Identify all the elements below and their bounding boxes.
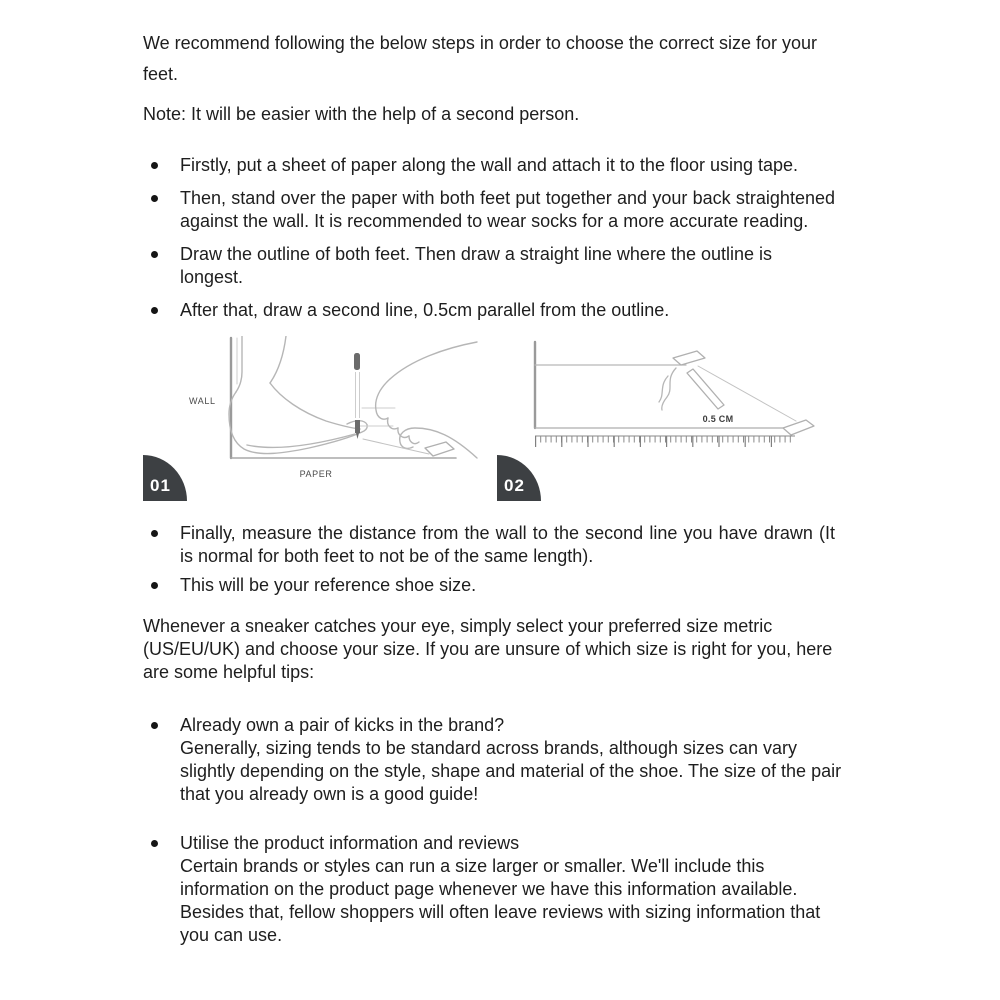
intro-paragraph: We recommend following the below steps in order to choose the correct size for your feet.	[143, 33, 817, 84]
measure-diagonal	[363, 439, 429, 454]
list-item	[143, 714, 848, 806]
figure-measure-distance	[490, 336, 870, 503]
list-item	[143, 299, 835, 322]
list-item	[143, 574, 835, 597]
measurement-steps-list	[143, 154, 870, 322]
note-text: Note: It will be easier with the help of a second person.	[143, 104, 580, 124]
hand-outline	[376, 342, 477, 458]
list-item	[143, 522, 835, 568]
list-item	[143, 187, 835, 233]
tip-title: Utilise the product information and reviews	[180, 833, 520, 853]
result-steps-list	[143, 522, 870, 597]
toe-outline-curve	[659, 368, 676, 410]
tape-icon	[673, 351, 705, 365]
tip-body: Generally, sizing tends to be standard across brands, although sizes can vary slightly depending on the style, shape and material of the shoe. The size of the pair that you already own is a good guide!	[180, 738, 842, 804]
step-text: Finally, measure the distance from the wall to the second line you have drawn (It is normal for both feet to not be of the same length).	[180, 523, 835, 566]
wall-label: WALL	[189, 396, 216, 406]
ruler-measuring-illustration	[490, 336, 870, 498]
pencil-icon	[354, 353, 360, 439]
step-text: This will be your reference shoe size.	[180, 575, 477, 595]
gap-label: 0.5 CM	[702, 414, 734, 424]
list-item	[143, 832, 848, 947]
list-item	[143, 243, 835, 289]
step-badge-02: 02	[497, 455, 541, 501]
figure-draw-outline	[143, 336, 478, 503]
foot-measuring-illustration	[143, 336, 478, 498]
foot-outline	[229, 336, 367, 454]
ruler-icon	[535, 436, 795, 442]
list-item	[143, 154, 835, 177]
step-text: Draw the outline of both feet. Then draw a straight line where the outline is longest.	[180, 244, 773, 287]
tape-icon	[783, 420, 814, 435]
tip-title: Already own a pair of kicks in the brand?	[180, 715, 505, 735]
step-text: After that, draw a second line, 0.5cm parallel from the outline.	[180, 300, 670, 320]
paper-label: PAPER	[299, 469, 333, 479]
tips-intro-paragraph: Whenever a sneaker catches your eye, simply select your preferred size metric (US/EU/UK) and choose your size. If you are unsure of which size is right for you, here are some helpful tips:	[143, 616, 833, 682]
step-text: Then, stand over the paper with both feet put together and your back straightened against the wall. It is recommended to wear socks for a more accurate reading.	[180, 188, 835, 231]
step-badge-01: 01	[143, 455, 187, 501]
tip-body: Certain brands or styles can run a size larger or smaller. We'll include this information on the product page whenever we have this information available. Besides that, fellow shoppers will often leave reviews with sizing information that you can use.	[180, 856, 821, 945]
tips-list	[143, 714, 870, 947]
illustrations	[143, 336, 870, 498]
pen-stick-icon	[687, 369, 724, 409]
step-text: Firstly, put a sheet of paper along the wall and attach it to the floor using tape.	[180, 155, 799, 175]
